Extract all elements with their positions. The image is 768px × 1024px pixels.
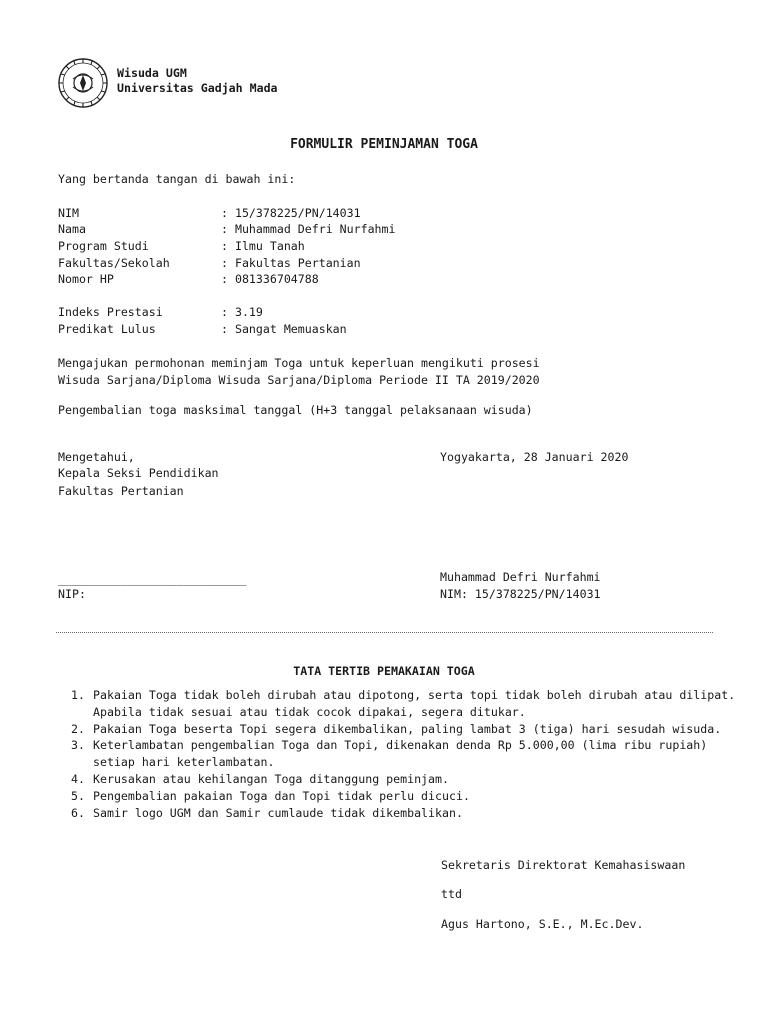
- rule-number: 3.: [71, 738, 85, 753]
- field-label-predikat: Predikat Lulus: [58, 322, 156, 336]
- rule-text: Pakaian Toga beserta Topi segera dikembalikan, paling lambat 3 (tiga) hari sesudah wisuda.: [93, 721, 722, 736]
- field-value-ip: : 3.19: [221, 305, 263, 319]
- divider: [56, 632, 713, 633]
- field-value-hp: : 081336704788: [221, 272, 319, 286]
- list-item: [71, 721, 753, 738]
- request-line2: Wisuda Sarjana/Diploma Wisuda Sarjana/Diploma Periode II TA 2019/2020: [58, 373, 540, 387]
- field-label-prodi: Program Studi: [58, 239, 149, 253]
- field-label-nama: Nama: [58, 222, 86, 236]
- applicant-nim: NIM: 15/378225/PN/14031: [440, 587, 601, 601]
- rule-number: 2.: [71, 721, 85, 736]
- rule-text: Kerusakan atau kehilangan Toga ditanggung peminjam.: [93, 771, 449, 786]
- list-item: [71, 805, 753, 822]
- footer-sign-name: Agus Hartono, S.E., M.Ec.Dev.: [441, 917, 644, 931]
- rule-number: 1.: [71, 688, 85, 702]
- intro-text: Yang bertanda tangan di bawah ini:: [58, 172, 296, 186]
- rule-text: Pakaian Toga tidak boleh dirubah atau dipotong, serta topi tidak boleh dirubah atau dilipat. Apabila tidak sesuai atau tidak cocok dipakai, segera ditukar.: [93, 688, 736, 719]
- field-value-nama: : Muhammad Defri Nurfahmi: [221, 222, 396, 236]
- rules-list: [58, 687, 753, 821]
- field-value-predikat: : Sangat Memuaskan: [221, 322, 347, 336]
- header-line1: Wisuda UGM: [117, 66, 187, 80]
- rule-text: Keterlambatan pengembalian Toga dan Topi, dikenakan denda Rp 5.000,00 (lima ribu rupiah) setiap hari keterlambatan.: [93, 738, 708, 770]
- field-label-hp: Nomor HP: [58, 272, 114, 286]
- ugm-seal-icon: [57, 57, 109, 109]
- field-value-prodi: : Ilmu Tanah: [221, 239, 305, 253]
- field-label-fakultas: Fakultas/Sekolah: [58, 256, 170, 270]
- applicant-name: Muhammad Defri Nurfahmi: [440, 570, 601, 584]
- left-sign-line2: Kepala Seksi Pendidikan: [58, 466, 219, 480]
- rule-text: Samir logo UGM dan Samir cumlaude tidak dikembalikan.: [93, 805, 463, 820]
- left-sign-nip: NIP:: [58, 587, 86, 601]
- list-item: [71, 687, 753, 721]
- footer-sign-title: Sekretaris Direktorat Kemahasiswaan: [441, 858, 686, 872]
- rule-text: Pengembalian pakaian Toga dan Topi tidak perlu dicuci.: [93, 788, 470, 803]
- footer-sign-ttd: ttd: [441, 887, 462, 901]
- rules-title: TATA TERTIB PEMAKAIAN TOGA: [293, 664, 475, 678]
- field-value-fakultas: : Fakultas Pertanian: [221, 256, 361, 270]
- left-sign-line1: Mengetahui,: [58, 450, 135, 464]
- left-sign-underline: ___________________________: [58, 572, 247, 586]
- left-sign-line3: Fakultas Pertanian: [58, 484, 184, 498]
- field-value-nim: : 15/378225/PN/14031: [221, 206, 361, 220]
- rule-number: 6.: [71, 805, 85, 820]
- rule-number: 4.: [71, 771, 85, 786]
- rule-number: 5.: [71, 788, 85, 803]
- request-line1: Mengajukan permohonan meminjam Toga untuk keperluan mengikuti prosesi: [58, 356, 540, 370]
- place-date: Yogyakarta, 28 Januari 2020: [440, 450, 629, 464]
- field-label-ip: Indeks Prestasi: [58, 305, 163, 319]
- list-item: [71, 737, 753, 771]
- page-title: FORMULIR PEMINJAMAN TOGA: [290, 137, 478, 152]
- list-item: [71, 771, 753, 788]
- list-item: [71, 788, 753, 805]
- field-label-nim: NIM: [58, 206, 79, 220]
- return-note: Pengembalian toga masksimal tanggal (H+3 tanggal pelaksanaan wisuda): [58, 403, 533, 417]
- header-line2: Universitas Gadjah Mada: [117, 81, 278, 95]
